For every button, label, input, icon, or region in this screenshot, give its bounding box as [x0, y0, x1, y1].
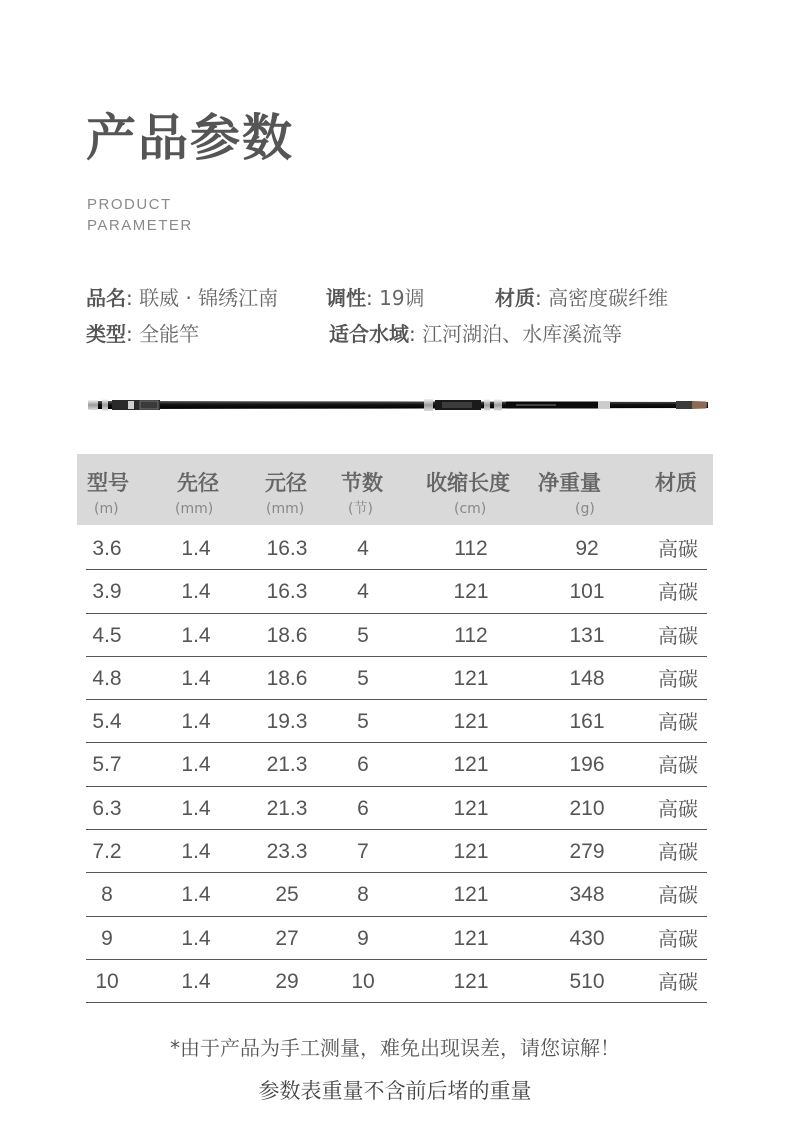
cell-closed-length: 121 — [453, 969, 489, 993]
spec-action-value: 19调 — [379, 286, 425, 310]
cell-butt-diameter: 16.3 — [266, 537, 308, 560]
cell-butt-diameter: 18.6 — [266, 623, 308, 647]
header-tip-diameter: 先径 — [177, 471, 219, 495]
header-net-weight: 净重量 — [538, 471, 601, 495]
cell-material: 高碳 — [658, 537, 698, 561]
cell-tip-diameter: 1.4 — [181, 666, 211, 690]
table-row — [86, 960, 707, 1003]
cell-model: 6.3 — [92, 796, 122, 820]
cell-sections: 5 — [357, 623, 369, 647]
cell-closed-length: 112 — [454, 623, 488, 647]
cell-model: 8 — [101, 883, 113, 907]
cell-closed-length: 121 — [453, 753, 489, 777]
table-row — [86, 917, 707, 960]
header-net-weight-unit: (g) — [575, 501, 595, 517]
measurement-note: *由于产品为手工测量，难免出现误差，请您谅解！ — [170, 1036, 620, 1060]
spec-water-separator: : — [409, 322, 416, 346]
cell-sections: 7 — [357, 840, 369, 864]
cell-tip-diameter: 1.4 — [181, 840, 211, 864]
cell-closed-length: 121 — [453, 710, 489, 734]
cell-model: 7.2 — [92, 840, 122, 864]
header-model-unit: (m) — [94, 501, 119, 517]
cell-tip-diameter: 1.4 — [181, 580, 211, 604]
spec-material-value: 高密度碳纤维 — [548, 286, 669, 310]
spec-name — [86, 283, 278, 313]
spec-name-label: 品名 — [86, 286, 126, 310]
cell-sections: 4 — [357, 580, 369, 604]
cell-material: 高碳 — [658, 926, 698, 951]
cell-model: 3.9 — [92, 580, 122, 604]
table-header — [77, 454, 713, 525]
spec-table-body — [86, 527, 707, 1003]
header-closed-length-unit: (cm) — [454, 501, 487, 517]
cell-model: 4.5 — [92, 623, 122, 647]
cell-model: 5.7 — [92, 753, 122, 777]
spec-name-separator: : — [126, 286, 133, 310]
cell-butt-diameter: 21.3 — [266, 796, 308, 820]
cell-butt-diameter: 23.3 — [266, 840, 308, 864]
spec-water-value: 江河湖泊、水库溪流等 — [422, 322, 623, 346]
cell-net-weight: 161 — [569, 710, 605, 734]
cell-model: 10 — [95, 969, 119, 993]
subtitle-line-2: PARAMETER — [87, 217, 193, 234]
cell-net-weight: 279 — [569, 840, 605, 864]
cell-butt-diameter: 29 — [275, 969, 299, 993]
spec-water — [329, 319, 622, 349]
cell-net-weight: 196 — [569, 753, 605, 777]
cell-sections: 6 — [357, 753, 369, 777]
cell-material: 高碳 — [658, 623, 698, 648]
cell-net-weight: 348 — [569, 883, 605, 907]
cell-net-weight: 92 — [575, 537, 599, 560]
cell-model: 4.8 — [92, 666, 122, 690]
cell-net-weight: 148 — [569, 666, 605, 690]
cell-material: 高碳 — [658, 580, 698, 605]
table-row — [86, 527, 707, 570]
cell-material: 高碳 — [658, 710, 698, 735]
cell-material: 高碳 — [658, 883, 698, 908]
table-row — [86, 700, 707, 743]
cell-tip-diameter: 1.4 — [181, 883, 211, 907]
spec-type — [86, 319, 199, 349]
cell-closed-length: 121 — [453, 840, 489, 864]
header-butt-diameter-unit: (mm) — [266, 501, 305, 517]
table-row — [86, 830, 707, 873]
weight-note: 参数表重量不含前后堵的重量 — [258, 1079, 532, 1103]
cell-material: 高碳 — [658, 753, 698, 778]
spec-water-label: 适合水域 — [329, 322, 409, 346]
cell-net-weight: 101 — [569, 580, 605, 604]
cell-closed-length: 121 — [453, 666, 489, 690]
spec-action — [326, 283, 425, 313]
fishing-rod-image — [86, 396, 708, 414]
cell-tip-diameter: 1.4 — [181, 623, 211, 647]
table-row — [86, 787, 707, 830]
cell-material: 高碳 — [658, 969, 698, 994]
cell-closed-length: 121 — [453, 796, 489, 820]
cell-tip-diameter: 1.4 — [181, 926, 211, 950]
table-row — [86, 614, 707, 657]
cell-net-weight: 510 — [569, 969, 605, 993]
cell-closed-length: 112 — [454, 537, 488, 560]
spec-action-label: 调性 — [326, 286, 366, 310]
table-row — [86, 657, 707, 700]
cell-tip-diameter: 1.4 — [181, 537, 211, 560]
spec-type-value: 全能竿 — [139, 322, 200, 346]
cell-tip-diameter: 1.4 — [181, 969, 211, 993]
cell-butt-diameter: 21.3 — [266, 753, 308, 777]
cell-net-weight: 131 — [569, 623, 605, 647]
cell-model: 5.4 — [92, 710, 122, 734]
header-tip-diameter-unit: (mm) — [175, 501, 214, 517]
cell-closed-length: 121 — [453, 926, 489, 950]
cell-model: 9 — [101, 926, 113, 950]
cell-closed-length: 121 — [453, 883, 489, 907]
cell-sections: 8 — [357, 883, 369, 907]
page-title: 产品参数 — [86, 109, 294, 167]
cell-sections: 9 — [357, 926, 369, 950]
cell-sections: 6 — [357, 796, 369, 820]
cell-butt-diameter: 27 — [275, 926, 299, 950]
spec-summary — [86, 283, 726, 363]
cell-butt-diameter: 25 — [275, 883, 299, 907]
cell-butt-diameter: 16.3 — [266, 580, 308, 604]
header-model: 型号 — [87, 471, 129, 495]
cell-tip-diameter: 1.4 — [181, 710, 211, 734]
cell-tip-diameter: 1.4 — [181, 753, 211, 777]
cell-sections: 5 — [357, 710, 369, 734]
cell-butt-diameter: 19.3 — [266, 710, 308, 734]
spec-material-label: 材质 — [495, 286, 535, 310]
cell-sections: 5 — [357, 666, 369, 690]
table-row — [86, 873, 707, 916]
cell-net-weight: 210 — [569, 796, 605, 820]
header-closed-length: 收缩长度 — [426, 471, 510, 495]
cell-tip-diameter: 1.4 — [181, 796, 211, 820]
cell-closed-length: 121 — [453, 580, 489, 604]
spec-material-separator: : — [535, 286, 542, 310]
spec-name-value: 联威 · 锦绣江南 — [139, 286, 279, 310]
table-row — [86, 570, 707, 613]
cell-sections: 10 — [351, 969, 375, 993]
cell-net-weight: 430 — [569, 926, 605, 950]
header-sections: 节数 — [341, 471, 383, 495]
spec-type-separator: : — [126, 322, 133, 346]
spec-material — [495, 283, 668, 313]
spec-type-label: 类型 — [86, 322, 126, 346]
page-subtitle — [87, 194, 193, 236]
cell-model: 3.6 — [92, 537, 122, 560]
header-butt-diameter: 元径 — [265, 471, 307, 495]
cell-material: 高碳 — [658, 796, 698, 821]
header-material: 材质 — [655, 471, 697, 495]
table-row — [86, 743, 707, 786]
subtitle-line-1: PRODUCT — [87, 196, 172, 213]
header-sections-unit: (节) — [348, 501, 373, 517]
cell-material: 高碳 — [658, 840, 698, 865]
cell-butt-diameter: 18.6 — [266, 666, 308, 690]
cell-sections: 4 — [357, 537, 369, 560]
cell-material: 高碳 — [658, 666, 698, 691]
spec-action-separator: : — [366, 286, 373, 310]
